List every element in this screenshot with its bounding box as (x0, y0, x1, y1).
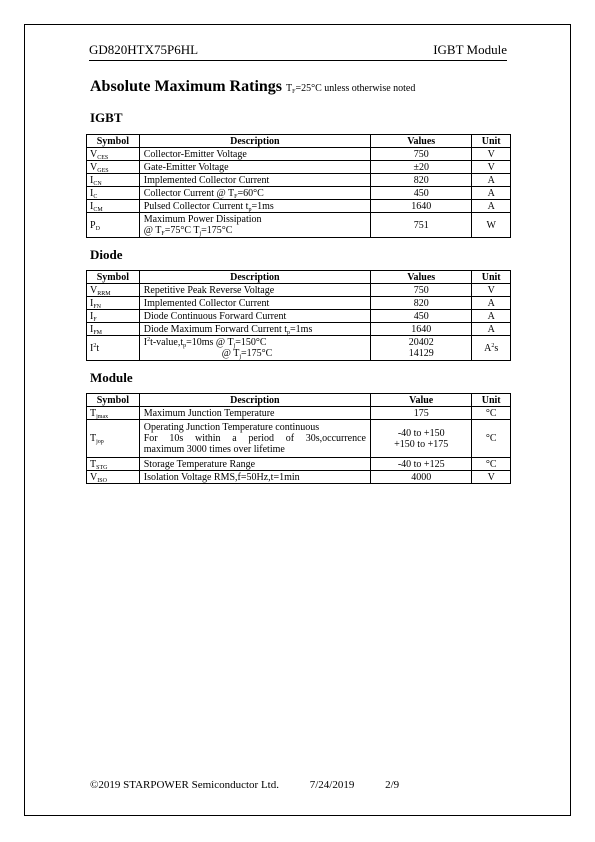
table-header-row: Symbol Description Value Unit (87, 394, 511, 407)
igbt-heading: IGBT (90, 110, 123, 125)
table-header-row: Symbol Description Values Unit (87, 135, 511, 148)
table-header-row: Symbol Description Values Unit (87, 271, 511, 284)
igbt-table (86, 134, 511, 238)
page-header (89, 42, 507, 61)
table-row: $V_{ISO}$ Isolation Voltage RMS,f=50Hz,t=1min 4000 V (87, 471, 511, 484)
table-row: $I_F$ Diode Continuous Forward Current 450 A (87, 310, 511, 323)
table-row: $I_{FM}$ Diode Maximum Forward Current $t_p=1ms$ 1640 A (87, 323, 511, 336)
page-number: 2/9 (385, 779, 400, 791)
part-number: GD820HTX75P6HL (89, 42, 199, 57)
table-row: $T_{jmax}$ Maximum Junction Temperature 175 °C (87, 407, 511, 420)
diode-heading: Diode (90, 247, 123, 262)
table-row: $I_{FN}$ Implemented Collector Current 820 A (87, 297, 511, 310)
table-row: $I^2t$ $I^2t-value,t_p=10ms$ @ $T_j=150^\circ C$ @ $T_j=175^\circ C$ 20402 14129 $A^2s$ (87, 336, 511, 361)
module-table (86, 393, 511, 484)
table-row: $V_{GES}$ Gate-Emitter Voltage ±20 V (87, 161, 511, 174)
table-row: $V_{RRM}$ Repetitive Peak Reverse Voltage 750 V (87, 284, 511, 297)
page-footer (90, 779, 427, 791)
module-type: IGBT Module (433, 42, 507, 57)
table-row: $I_{CM}$ Pulsed Collector Current $t_p=1ms$ 1640 A (87, 200, 511, 213)
module-heading: Module (90, 370, 133, 385)
diode-table (86, 270, 511, 361)
table-row: $V_{CES}$ Collector-Emitter Voltage 750 V (87, 148, 511, 161)
title-main: Absolute Maximum Ratings (90, 78, 283, 95)
table-row: $I_C$ Collector Current @ $T_F=60^\circ C$ 450 A (87, 187, 511, 200)
table-row: $P_D$ Maximum Power Dissipation @ $T_F=75^\circ C$ $T_j=175^\circ C$ 751 W (87, 213, 511, 238)
table-row: $T_{jop}$ Operating Junction Temperature continuous For 10s within a period of 30s,occurrence maximum 3000 times over lifetime -40 to +150 +150 to +175 °C (87, 420, 511, 458)
footer-date: 7/24/2019 (309, 779, 355, 791)
table-row: $I_{CN}$ Implemented Collector Current 820 A (87, 174, 511, 187)
copyright: ©2019 STARPOWER Semiconductor Ltd. (90, 779, 279, 791)
section-title (90, 78, 415, 96)
table-row: $T_{STG}$ Storage Temperature Range -40 to +125 °C (87, 458, 511, 471)
title-condition: $T_F=25^\circ C$ unless otherwise noted (286, 83, 416, 95)
